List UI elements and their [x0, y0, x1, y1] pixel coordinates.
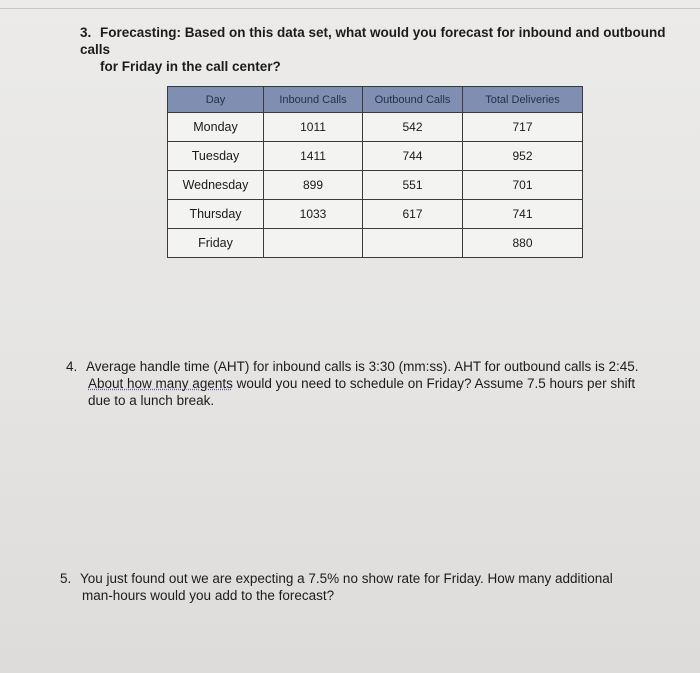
question-3-line-1: Forecasting: Based on this data set, what would you forecast for inbound and outbound calls	[80, 25, 666, 57]
question-3-line-2: for Friday in the call center?	[100, 59, 281, 74]
question-4-underlined-phrase: About how many agents	[88, 376, 233, 391]
cell-day: Thursday	[168, 200, 264, 229]
cell-deliveries: 701	[463, 171, 583, 200]
cell-day: Wednesday	[168, 171, 264, 200]
table-row	[168, 200, 583, 229]
table-row	[168, 113, 583, 142]
table-row	[168, 229, 583, 258]
question-4-line-2-rest: would you need to schedule on Friday? Assume 7.5 hours per shift	[232, 376, 636, 391]
header-outbound-calls: Outbound Calls	[363, 87, 463, 113]
cell-inbound: 1033	[264, 200, 363, 229]
table-row	[168, 171, 583, 200]
cell-deliveries: 880	[463, 229, 583, 258]
question-4	[66, 358, 691, 409]
cell-inbound: 1011	[264, 113, 363, 142]
question-4-line-1: Average handle time (AHT) for inbound calls is 3:30 (mm:ss). AHT for outbound calls is 2:45.	[86, 359, 639, 374]
header-day: Day	[168, 87, 264, 113]
question-5-line-1: You just found out we are expecting a 7.5% no show rate for Friday. How many additional	[80, 571, 613, 586]
cell-outbound: 542	[363, 113, 463, 142]
cell-day: Friday	[168, 229, 264, 258]
table-header-row	[168, 87, 583, 113]
cell-day: Monday	[168, 113, 264, 142]
cell-outbound: 617	[363, 200, 463, 229]
call-data-table	[167, 86, 583, 258]
question-3-number: 3.	[80, 25, 92, 40]
cell-outbound: 744	[363, 142, 463, 171]
cell-deliveries: 741	[463, 200, 583, 229]
header-total-deliveries: Total Deliveries	[463, 87, 583, 113]
top-rule	[0, 8, 700, 9]
cell-inbound: 1411	[264, 142, 363, 171]
question-3	[80, 24, 690, 75]
cell-deliveries: 952	[463, 142, 583, 171]
question-4-line-3: due to a lunch break.	[88, 393, 215, 408]
cell-outbound: 551	[363, 171, 463, 200]
cell-day: Tuesday	[168, 142, 264, 171]
cell-inbound	[264, 229, 363, 258]
question-5	[60, 570, 690, 604]
question-4-line-2	[66, 375, 691, 392]
cell-deliveries: 717	[463, 113, 583, 142]
cell-outbound	[363, 229, 463, 258]
header-inbound-calls: Inbound Calls	[264, 87, 363, 113]
question-4-number: 4.	[66, 359, 78, 374]
question-5-line-2: man-hours would you add to the forecast?	[82, 588, 335, 603]
cell-inbound: 899	[264, 171, 363, 200]
table-row	[168, 142, 583, 171]
question-5-number: 5.	[60, 571, 72, 586]
